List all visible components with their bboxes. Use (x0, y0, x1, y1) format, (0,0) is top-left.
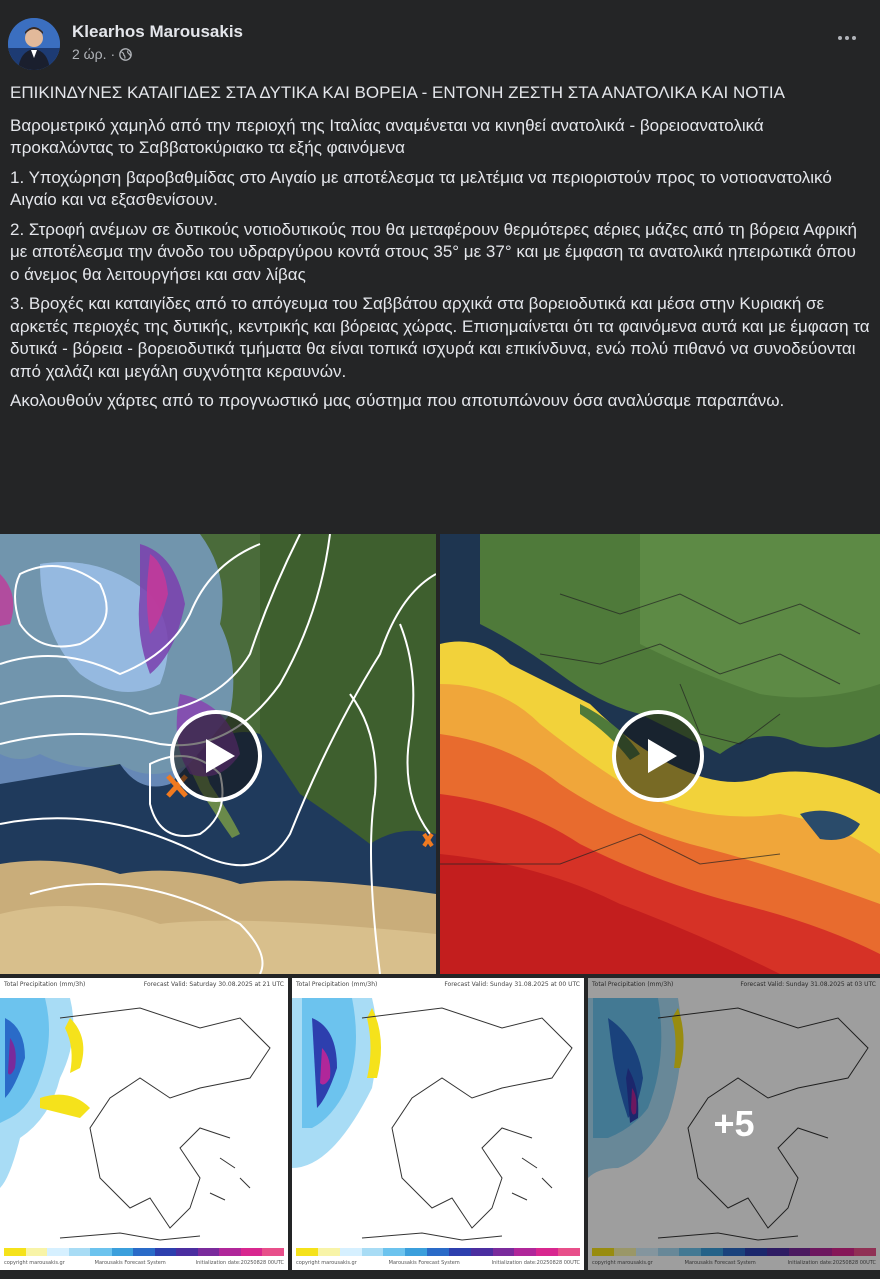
paragraph-point-3: 3. Βροχές και καταιγίδες από το απόγευμα του Σαββάτου αρχικά στα βορειοδυτικά και μέσα στην Κυριακή σε αρκετές περιοχές της δυτικής, κεντρικής και βόρειας χώρας. Επισημαίνεται ότι τα φαινόμενα αυτά και με έμφαση τα δυτικά - βόρεια - βορειοδυτικά τμήματα θα είναι τοπικά ισχυρά και επικίνδυνα, ενώ πολύ πιθανό να συνοδεύονται από χαλάζι και μεγάλη συχνότητα κεραυνών. (10, 294, 870, 381)
map-init: Initialization date:20250828 00UTC (787, 1260, 876, 1266)
map-title: Total Precipitation (mm/3h) (592, 981, 674, 988)
colorbar-swatch (296, 1248, 318, 1256)
map-header (4, 981, 284, 988)
map-system: Marousakis Forecast System (684, 1260, 756, 1266)
colorbar-swatch (198, 1248, 220, 1256)
colorbar-swatch (69, 1248, 91, 1256)
colorbar-swatch (4, 1248, 26, 1256)
map-valid-time: Forecast Valid: Sunday 31.08.2025 at 00 UTC (444, 981, 580, 988)
colorbar-swatch (471, 1248, 493, 1256)
colorbar-swatch (318, 1248, 340, 1256)
play-icon[interactable] (612, 710, 704, 802)
forecast-map-1[interactable] (0, 978, 288, 1270)
globe-icon (119, 48, 132, 61)
media-grid (0, 534, 880, 1279)
paragraph-intro: Βαρομετρικό χαμηλό από την περιοχή της Ιταλίας αναμένεται να κινηθεί ανατολικά - βορειοανατολικά προκαλώντας το Σαββατοκύριακο τα εξής φαινόμενα (10, 115, 764, 157)
avatar[interactable] (8, 18, 60, 70)
paragraph-point-1: 1. Υποχώρηση βαροβαθμίδας στο Αιγαίο με αποτέλεσμα τα μελτέμια να περιοριστούν προς το νοτιοανατολικό Αιγαίο και να εξασθενίσουν. (10, 167, 832, 209)
precipitation-colorbar (296, 1248, 580, 1256)
post-time[interactable]: 2 ώρ. (72, 46, 107, 62)
colorbar-swatch (90, 1248, 112, 1256)
colorbar-swatch (176, 1248, 198, 1256)
post-title: ΕΠΙΚΙΝΔΥΝΕΣ ΚΑΤΑΙΓΙΔΕΣ ΣΤΑ ΔΥΤΙΚΑ ΚΑΙ ΒΟΡΕΙΑ - ΕΝΤΟΝΗ ΖΕΣΤΗ ΣΤΑ ΑΝΑΤΟΛΙΚΑ ΚΑΙ ΝΟΤΙΑ (10, 83, 785, 102)
more-photos-overlay[interactable]: +5 (588, 978, 880, 1270)
colorbar-swatch (47, 1248, 69, 1256)
colorbar-swatch (133, 1248, 155, 1256)
map-footer (4, 1260, 284, 1266)
map-footer (296, 1260, 580, 1266)
colorbar-swatch (558, 1248, 580, 1256)
post-text (10, 82, 870, 420)
map-title: Total Precipitation (mm/3h) (4, 981, 86, 988)
colorbar-swatch (362, 1248, 384, 1256)
paragraph-outro: Ακολουθούν χάρτες από το προγνωστικό μας σύστημα που αποτυπώνουν όσα αναλύσαμε παραπάνω. (10, 391, 785, 410)
colorbar-swatch (427, 1248, 449, 1256)
map-init: Initialization date:20250828 00UTC (195, 1260, 284, 1266)
post-header (8, 14, 872, 70)
map-init: Initialization date:20250828 00UTC (491, 1260, 580, 1266)
colorbar-swatch (340, 1248, 362, 1256)
colorbar-swatch (155, 1248, 177, 1256)
colorbar-swatch (493, 1248, 515, 1256)
play-icon[interactable] (170, 710, 262, 802)
more-options-icon[interactable] (832, 28, 862, 48)
map-title: Total Precipitation (mm/3h) (296, 981, 378, 988)
meta-separator: · (110, 46, 116, 62)
map-copyright: copyright marousakis.gr (296, 1260, 357, 1266)
colorbar-swatch (383, 1248, 405, 1256)
colorbar-swatch (112, 1248, 134, 1256)
author-name[interactable]: Klearhos Marousakis (72, 22, 244, 41)
paragraph-point-2: 2. Στροφή ανέμων σε δυτικούς νοτιοδυτικούς που θα μεταφέρουν θερμότερες αέριες μάζες από τη βόρεια Αφρική με αποτέλεσμα την άνοδο του υδραργύρου κοντά στους 35° με 37° και με έμφαση τα ανατολικά ηπειρωτικά όπου ο άνεμος θα λειτουργήσει και σαν λίβας (10, 219, 858, 284)
colorbar-swatch (536, 1248, 558, 1256)
map-valid-time: Forecast Valid: Sunday 31.08.2025 at 03 UTC (740, 981, 876, 988)
colorbar-swatch (26, 1248, 48, 1256)
map-system: Marousakis Forecast System (388, 1260, 460, 1266)
colorbar-swatch (219, 1248, 241, 1256)
colorbar-swatch (241, 1248, 263, 1256)
map-system: Marousakis Forecast System (94, 1260, 166, 1266)
map-valid-time: Forecast Valid: Saturday 30.08.2025 at 21 UTC (143, 981, 284, 988)
forecast-map-3[interactable] (588, 978, 880, 1270)
colorbar-swatch (262, 1248, 284, 1256)
precipitation-video[interactable] (0, 534, 436, 974)
colorbar-swatch (514, 1248, 536, 1256)
post-meta (72, 46, 132, 62)
map-header (296, 981, 580, 988)
forecast-map-2[interactable] (292, 978, 584, 1270)
colorbar-swatch (449, 1248, 471, 1256)
precipitation-colorbar (4, 1248, 284, 1256)
map-copyright: copyright marousakis.gr (4, 1260, 65, 1266)
colorbar-swatch (405, 1248, 427, 1256)
map-copyright: copyright marousakis.gr (592, 1260, 653, 1266)
temperature-video[interactable] (440, 534, 880, 974)
